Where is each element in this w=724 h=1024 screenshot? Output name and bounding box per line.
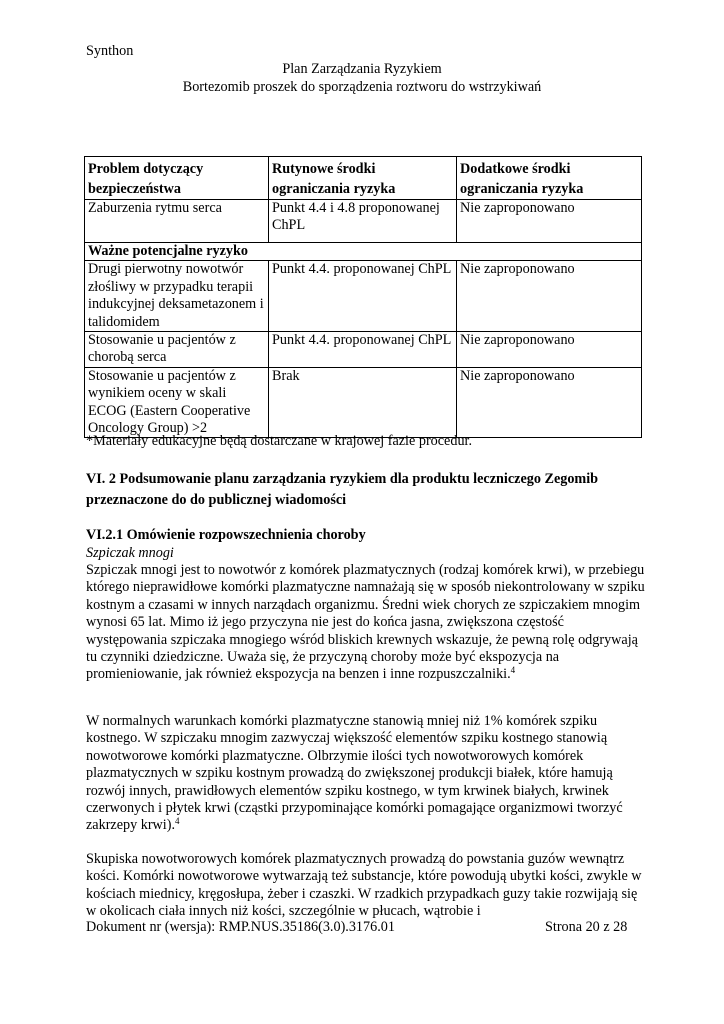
table-cell: Drugi pierwotny nowotwór złośliwy w przypadku terapii indukcyjnej deksametazonem i talidomidem (85, 261, 269, 332)
reference-marker: 4 (510, 665, 516, 676)
footer-page-number: Strona 20 z 28 (545, 919, 628, 935)
document-title: Plan Zarządzania Ryzykiem (282, 61, 442, 77)
table-cell: Brak (269, 367, 457, 438)
header-safety-concern: Problem dotyczący bezpieczeństwa (85, 157, 269, 200)
table-cell: Punkt 4.4 i 4.8 proponowanej ChPL (269, 200, 457, 243)
table-row (85, 200, 642, 243)
table-row (85, 332, 642, 368)
paragraph-text: W normalnych warunkach komórki plazmatyczne stanowią mniej niż 1% komórek szpiku kostnego. W szpiczaku mnogim zazwyczaj większość elementów szpiku kostnego stanowią nowotworowe komórki plazmatyczne. Olbrzymie ilości tych nowotworowych komórek plazmatycznych w szpiku kostnym prowadzą do zwiększonej produkcji białek, które hamują rozwój innych, prawidłowych elementów szpiku kostnego, w tym krwinek białych, krwinek czerwonych i płytek krwi (cząstki przypominające komórki pomagające organizmowi tworzyć zakrzepy krwi). (86, 713, 623, 834)
table-footnote: *Materiały edukacyjne będą dostarczane w krajowej fazie procedur. (86, 433, 473, 449)
table-cell: Punkt 4.4. proponowanej ChPL (269, 332, 457, 368)
section-label: Ważne potencjalne ryzyko (85, 243, 642, 261)
table-row (85, 367, 642, 438)
table-section-row (85, 243, 642, 261)
table-cell: Nie zaproponowano (457, 261, 642, 332)
header-routine-measures: Rutynowe środki ograniczania ryzyka (269, 157, 457, 200)
table-cell: Stosowanie u pacjentów z wynikiem oceny w skali ECOG (Eastern Cooperative Oncology Group) >2 (85, 367, 269, 438)
paragraph (86, 851, 646, 921)
table-cell: Punkt 4.4. proponowanej ChPL (269, 261, 457, 332)
paragraph-text: Skupiska nowotworowych komórek plazmatycznych prowadzą do powstania guzów wewnątrz kości. Komórki nowotworowe wytwarzają też substancje, które powodują ubytki kości, zwykle w kościach miednicy, kręgosłupa, żeber i czaszki. W rzadkich przypadkach guzy takie rozwijają się w okolicach ciała innych niż kości, szczególnie w płucach, wątrobie i (86, 851, 642, 920)
footer-document-number: Dokument nr (wersja): RMP.NUS.35186(3.0).3176.01 (86, 919, 395, 935)
header-additional-measures: Dodatkowe środki ograniczania ryzyka (457, 157, 642, 200)
paragraph (86, 562, 646, 684)
reference-marker: 4 (175, 816, 180, 827)
table-cell: Nie zaproponowano (457, 200, 642, 243)
document-header (0, 60, 724, 96)
paragraph-text: Szpiczak mnogi jest to nowotwór z komórek plazmatycznych (rodzaj komórek krwi), w przebiegu którego nieprawidłowe komórki plazmatyczne namnażają się w sposób niekontrolowany w szpiku kostnym a czasami w innych narządach organizmu. Średni wiek chorych ze szpiczakiem mnogim wynosi 65 lat. Mimo iż jego przyczyna nie jest do końca jasna, zwiększona częstość występowania szpiczaka mnogiego wśród bliskich krewnych wskazuje, że pewną rolę odgrywają tu czynniki dziedziczne. Uważa się, że przyczyną choroby może być ekspozycja na promieniowanie, jak również ekspozycja na benzen i inne rozpuszczalniki. (86, 562, 645, 683)
subsection-heading: VI.2.1 Omówienie rozpowszechnienia choroby (86, 527, 366, 543)
company-name: Synthon (86, 43, 134, 59)
section-heading: VI. 2 Podsumowanie planu zarządzania ryzykiem dla produktu leczniczego Zegomib przeznaczone do do publicznej wiadomości (86, 471, 599, 508)
table-cell: Stosowanie u pacjentów z chorobą serca (85, 332, 269, 368)
table-cell: Nie zaproponowano (457, 332, 642, 368)
disease-title: Szpiczak mnogi (86, 545, 174, 561)
risk-minimisation-table (84, 156, 642, 438)
document-subtitle: Bortezomib proszek do sporządzenia roztworu do wstrzykiwań (182, 79, 542, 95)
table-cell: Zaburzenia rytmu serca (85, 200, 269, 243)
table-cell: Nie zaproponowano (457, 367, 642, 438)
table-row (85, 261, 642, 332)
paragraph (86, 713, 646, 835)
table-header-row (85, 157, 642, 200)
